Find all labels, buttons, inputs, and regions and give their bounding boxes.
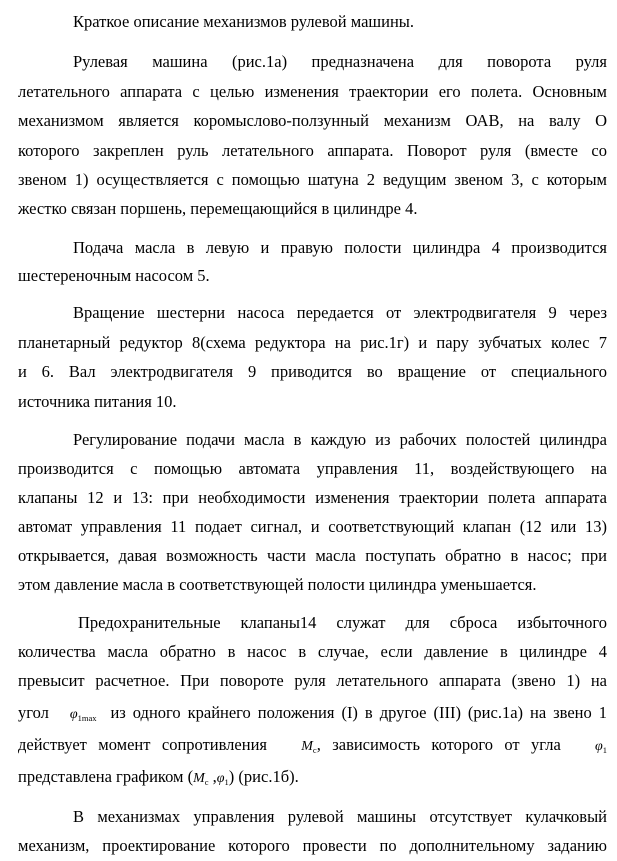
- graph-phi-subscript: 1: [224, 777, 229, 787]
- paragraph-3-line-1: Вращение шестерни насоса передается от электродвигателя 9 через: [73, 303, 607, 322]
- paragraph-5-line-3: превысит расчетное. При повороте руля летательного аппарата (звено 1) на: [18, 671, 607, 690]
- paragraph-4-line-6: этом давление масла в соответствующей полости цилиндра уменьшается.: [18, 575, 537, 594]
- paragraph-3-line-4: источника питания 10.: [18, 392, 177, 411]
- graph-moment-subscript: c: [204, 777, 209, 787]
- paragraph-5-line-4: [18, 703, 607, 728]
- moment-text: действует момент сопротивления: [18, 735, 267, 754]
- paragraph-1-line-6: жестко связан поршень, перемещающийся в цилиндре 4.: [18, 199, 418, 218]
- paragraph-5-line-5: [18, 735, 607, 760]
- phi1-symbol: [595, 739, 607, 754]
- graph-comma: ,: [208, 767, 217, 786]
- paragraph-4-line-4: автомат управления 11 подает сигнал, и соответствующий клапан (12 или 13): [18, 517, 607, 536]
- angle-text: из одного крайнего положения (I) в другое (III) (рис.1а) на звено 1: [110, 703, 607, 722]
- document-title: Краткое описание механизмов рулевой машины.: [73, 12, 414, 31]
- paragraph-5-line-2: количества масла обратно в насос в случае, если давление в цилиндре 4: [18, 642, 607, 661]
- paragraph-6-line-2: механизм, проектирование которого провести по дополнительному заданию: [18, 836, 607, 855]
- paragraph-3-line-2: планетарный редуктор 8(схема редуктора на рис.1г) и пару зубчатых колес 7: [18, 333, 607, 352]
- graph-moment-letter: M: [193, 771, 205, 786]
- phi1-subscript: 1: [602, 745, 608, 755]
- paragraph-4-line-1: Регулирование подачи масла в каждую из рабочих полостей цилиндра: [73, 430, 607, 449]
- moment-subscript: c: [312, 745, 317, 755]
- paragraph-1-line-4: которого закреплен руль летательного аппарата. Поворот руля (вместе со: [18, 141, 607, 160]
- paragraph-1-line-3: механизмом является коромыслово-ползунный механизм ОАВ, на валу О: [18, 111, 607, 130]
- paragraph-2-line-2: шестереночным насосом 5.: [18, 266, 210, 285]
- paragraph-6-line-1: В механизмах управления рулевой машины отсутствует кулачковый: [73, 807, 607, 826]
- paragraph-4-line-5: открывается, давая возможность части масла поступать обратно в насос; при: [18, 546, 607, 565]
- graph-phi-letter: φ: [216, 771, 225, 786]
- moment-symbol: [301, 739, 316, 754]
- paragraph-1-line-2: летательного аппарата с целью изменения траектории его полета. Основным: [18, 82, 607, 101]
- paragraph-2-line-1: Подача масла в левую и правую полости цилиндра 4 производится: [73, 238, 607, 257]
- phi-symbol: [70, 707, 97, 722]
- paragraph-3-line-3: и 6. Вал электродвигателя 9 приводится во вращение от специального: [18, 362, 607, 381]
- moment-letter: M: [301, 739, 313, 754]
- dependency-text: , зависимость которого от угла: [316, 735, 561, 754]
- word-ugol: угол: [18, 703, 49, 722]
- paragraph-5-line-1: Предохранительные клапаны14 служат для сброса избыточного: [78, 613, 607, 632]
- paragraph-1-line-1: Рулевая машина (рис.1а) предназначена для поворота руля: [73, 52, 607, 71]
- phi-subscript: 1max: [77, 713, 97, 723]
- phi1-letter: φ: [595, 739, 603, 754]
- paragraph-1-line-5: звеном 1) осуществляется с помощью шатуна 2 ведущим звеном 3, с которым: [18, 170, 607, 189]
- phi-letter: φ: [69, 707, 78, 722]
- graph-phi-symbol: [217, 771, 229, 786]
- paragraph-5-line-6: [18, 767, 607, 792]
- paragraph-4-line-2: производится с помощью автомата управления 11, воздействующего на: [18, 459, 607, 478]
- graph-text: представлена графиком (: [18, 767, 194, 786]
- graph-moment-symbol: [193, 771, 208, 786]
- paragraph-4-line-3: клапаны 12 и 13: при необходимости изменения траектории полета аппарата: [18, 488, 607, 507]
- graph-ref-text: ) (рис.1б).: [228, 767, 299, 786]
